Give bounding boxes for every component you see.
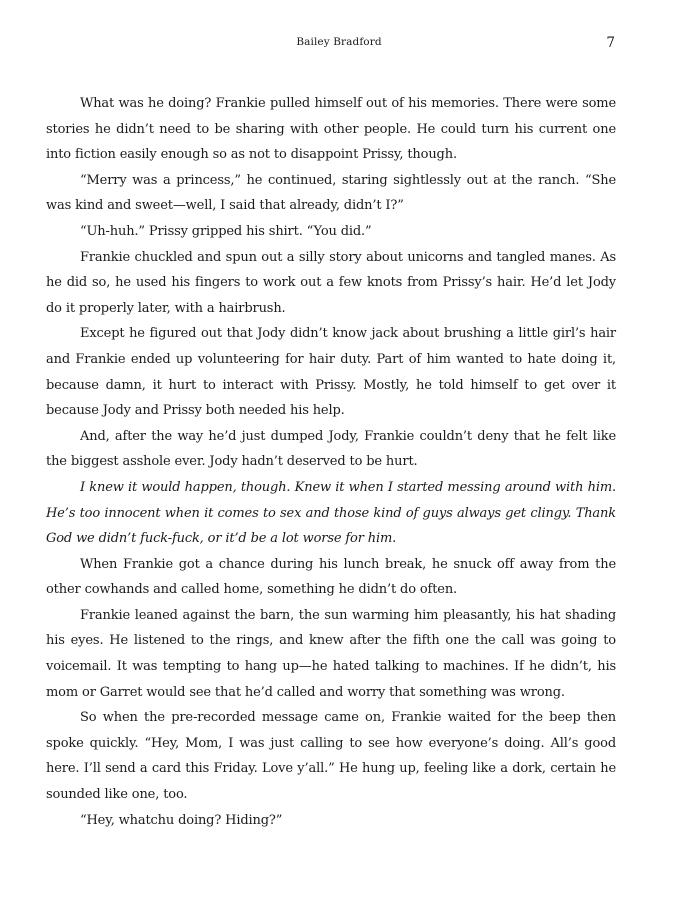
paragraph: Except he figured out that Jody didn’t know jack about brushing a little girl’s hair and Frankie ended up volunteering for hair duty. Part of him wanted to hate doing it, because damn, it hurt to interact with Prissy. Mostly, he told himself to get over it because Jody and Prissy both needed his help. <box>46 326 616 419</box>
body-text <box>46 91 616 833</box>
paragraph: Frankie chuckled and spun out a silly story about unicorns and tangled manes. As he did so, he used his fingers to work out a few knots from Prissy’s hair. He’d let Jody do it properly later, with a hairbrush. <box>46 249 616 316</box>
paragraph: “Merry was a princess,” he continued, staring sightlessly out at the ranch. “She was kind and sweet—well, I said that already, didn’t I?” <box>46 172 616 214</box>
paragraph: When Frankie got a chance during his lunch break, he snuck off away from the other cowhands and called home, something he didn’t do often. <box>46 556 616 598</box>
page-number: 7 <box>606 35 615 51</box>
paragraph-italic-thought: I knew it would happen, though. Knew it when I started messing around with him. He’s too innocent when it comes to sex and those kind of guys always get clingy. Thank God we didn’t fuck-fuck, or it’d be a lot worse for him. <box>46 479 616 547</box>
paragraph: “Uh-huh.” Prissy gripped his shirt. “You did.” <box>80 223 372 239</box>
paragraph: So when the pre-recorded message came on, Frankie waited for the beep then spoke quickly. “Hey, Mom, I was just calling to see how everyone’s doing. All’s good here. I’ll send a card this Friday. Love y’all.” He hung up, feeling like a dork, certain he sounded like one, too. <box>46 710 616 803</box>
paragraph: And, after the way he’d just dumped Jody, Frankie couldn’t deny that he felt like the biggest asshole ever. Jody hadn’t deserved to be hurt. <box>46 428 616 470</box>
paragraph: Frankie leaned against the barn, the sun warming him pleasantly, his hat shading his eyes. He listened to the rings, and knew after the fifth one the call was going to voicemail. It was tempting to hang up—he hated talking to machines. If he didn’t, his mom or Garret would see that he’d called and worry that something was wrong. <box>46 607 616 700</box>
paragraph: What was he doing? Frankie pulled himself out of his memories. There were some stories he didn’t need to be sharing with other people. He could turn his current one into fiction easily enough so as not to disappoint Prissy, though. <box>46 96 616 163</box>
paragraph: “Hey, whatchu doing? Hiding?” <box>80 812 283 828</box>
running-header-author: Bailey Bradford <box>296 36 382 48</box>
